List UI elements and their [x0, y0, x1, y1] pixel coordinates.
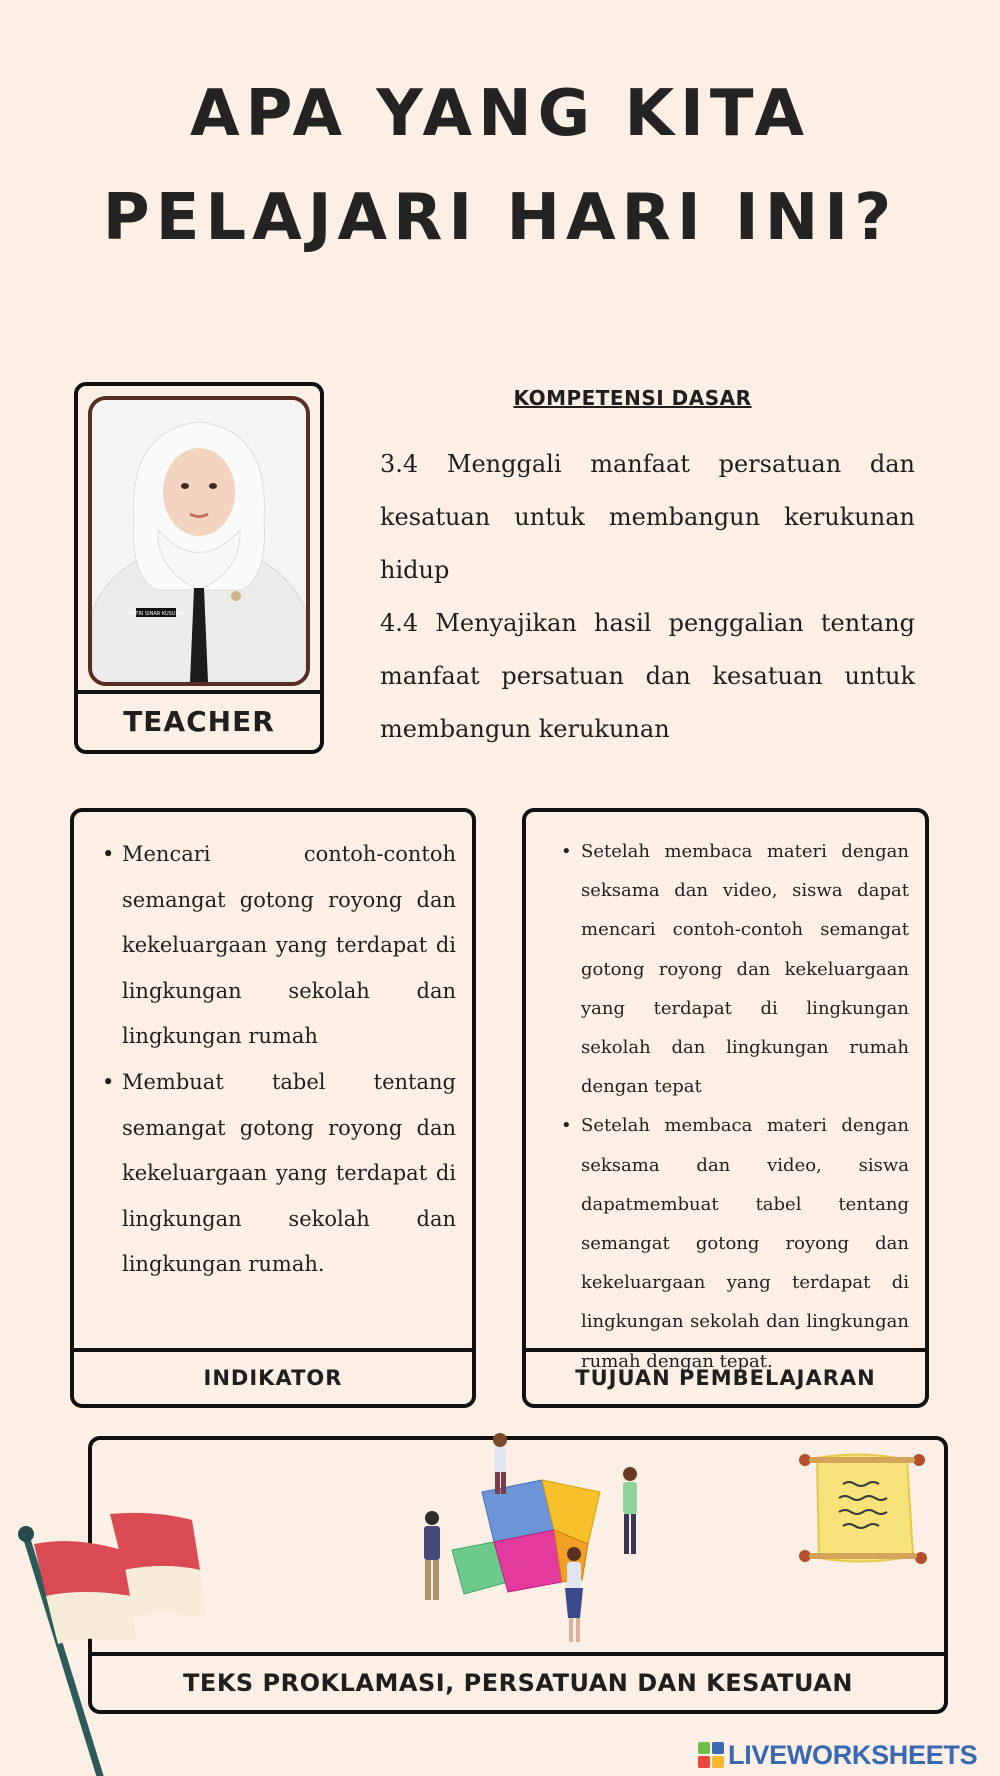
tujuan-list	[561, 832, 909, 1381]
liveworksheets-logo[interactable]	[698, 1738, 998, 1772]
list-item: • Setelah membaca materi dengan seksama dan video, siswa dapatmembuat tabel tentang semangat gotong royong dan kekeluargaan yang terdapat di lingkungan sekolah dan lingkungan rumah dengan tepat.	[561, 1115, 909, 1372]
list-item: • Setelah membaca materi dengan seksama dan video, siswa dapat mencari contoh-contoh semangat gotong royong dan kekeluargaan yang terdapat di lingkungan sekolah dan lingkungan rumah dengan tepat	[561, 841, 909, 1098]
teacher-card	[74, 382, 324, 754]
page-title	[0, 62, 1000, 270]
liveworksheets-logo-text: LIVEWORKSHEETS	[728, 1739, 978, 1770]
title-line-2: PELAJARI HARI INI?	[102, 181, 898, 255]
puzzle-teamwork-illustration	[412, 1432, 662, 1652]
indikator-label: INDIKATOR	[74, 1348, 472, 1404]
kd-item-2: 4.4 Menyajikan hasil penggalian tentang manfaat persatuan dan kesatuan untuk membangun kerukunan	[380, 609, 915, 743]
liveworksheets-logo-icon	[698, 1742, 724, 1768]
scroll-document-icon	[795, 1448, 930, 1570]
teacher-name-badge: PUTRI SINAR KUSUMA	[128, 611, 184, 617]
kompetensi-heading: KOMPETENSI DASAR	[513, 386, 752, 410]
tujuan-label: TUJUAN PEMBELAJARAN	[526, 1348, 925, 1404]
list-item: • Membuat tabel tentang semangat gotong royong dan kekeluargaan yang terdapat di lingkungan sekolah dan lingkungan rumah.	[102, 1069, 456, 1277]
tujuan-card	[522, 808, 929, 1408]
indikator-list	[102, 832, 456, 1288]
list-item: • Mencari contoh-contoh semangat gotong royong dan kekeluargaan yang terdapat di lingkungan sekolah dan lingkungan rumah	[102, 842, 456, 1049]
teacher-photo	[88, 396, 310, 686]
proklamasi-label: TEKS PROKLAMASI, PERSATUAN DAN KESATUAN	[92, 1652, 944, 1710]
kd-item-1: 3.4 Menggali manfaat persatuan dan kesatuan untuk membangun kerukunan hidup	[380, 450, 915, 584]
title-line-1: APA YANG KITA	[189, 77, 811, 151]
kompetensi-text	[380, 438, 915, 756]
indikator-card	[70, 808, 476, 1408]
indonesian-flag-icon	[14, 1510, 214, 1776]
teacher-portrait-illustration	[92, 400, 306, 682]
teacher-label: TEACHER	[78, 690, 320, 750]
